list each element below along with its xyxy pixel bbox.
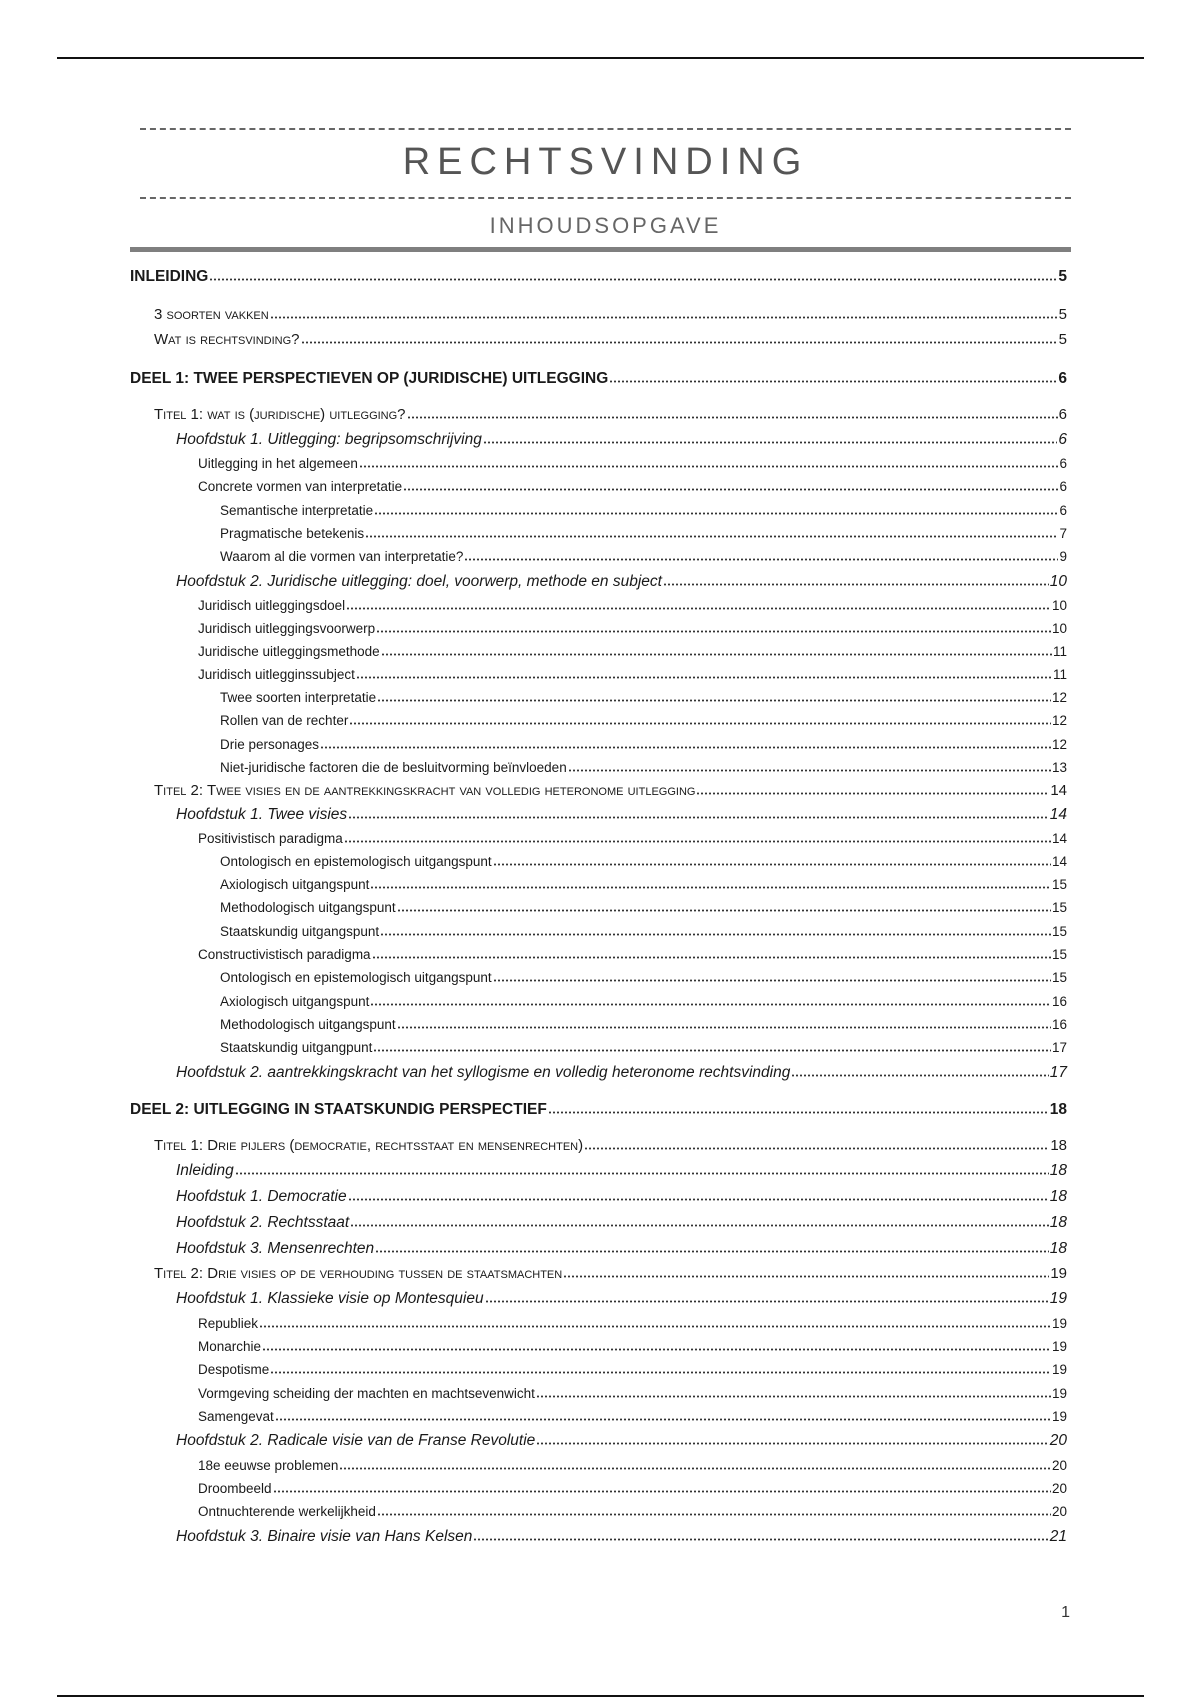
toc-entry-part[interactable]: DEEL 2: UITLEGGING IN STAATSKUNDIG PERSPECTIEF 18	[130, 1101, 1067, 1118]
toc-entry-part[interactable]: INLEIDING 5	[130, 268, 1067, 285]
toc-entry-subsection[interactable]: Juridisch uitleggingsdoel 10	[198, 598, 1067, 613]
document-title: RECHTSVINDING	[402, 141, 809, 183]
toc-entry-chapter[interactable]: Hoofdstuk 2. aantrekkingskracht van het syllogisme en volledig heteronome rechtsvinding 17	[176, 1064, 1067, 1081]
toc-entry-item[interactable]: Axiologisch uitgangspunt 15	[220, 877, 1067, 892]
toc-entry-item[interactable]: Waarom al die vormen van interpretatie? 9	[220, 549, 1067, 564]
toc-entry-subsection[interactable]: Juridische uitleggingsmethode 11	[198, 644, 1067, 659]
toc-entry-item[interactable]: Twee soorten interpretatie 12	[220, 690, 1067, 705]
toc-entry-chapter[interactable]: Hoofdstuk 2. Rechtsstaat 18	[176, 1214, 1067, 1231]
bottom-rule	[57, 1695, 1144, 1697]
toc-entry-item[interactable]: Ontologisch en epistemologisch uitgangspunt 15	[220, 970, 1067, 985]
toc-heading: INHOUDSOPGAVE	[489, 213, 722, 238]
toc-entry-item[interactable]: Methodologisch uitgangspunt 16	[220, 1017, 1067, 1032]
toc-entry-title[interactable]: Titel 2: Drie visies op de verhouding tussen de staatsmachten 19	[154, 1265, 1067, 1282]
top-rule	[57, 57, 1144, 59]
toc-entry-subsection[interactable]: Juridisch uitleggingsvoorwerp 10	[198, 621, 1067, 636]
toc-entry-title[interactable]: Titel 2: Twee visies en de aantrekkingskracht van volledig heteronome uitlegging 14	[154, 782, 1067, 799]
toc-entry-subsection[interactable]: Monarchie 19	[198, 1339, 1067, 1354]
toc-entry-title[interactable]: Titel 1: Drie pijlers (democratie, rechtsstaat en mensenrechten) 18	[154, 1137, 1067, 1154]
toc-entry-chapter[interactable]: Hoofdstuk 2. Radicale visie van de Franse Revolutie 20	[176, 1432, 1067, 1449]
toc-entry-chapter[interactable]: Hoofdstuk 1. Democratie 18	[176, 1188, 1067, 1205]
toc-entry-item[interactable]: Axiologisch uitgangspunt 16	[220, 994, 1067, 1009]
toc-entry-subsection[interactable]: Positivistisch paradigma 14	[198, 831, 1067, 846]
toc-entry-item[interactable]: Niet-juridische factoren die de besluitvorming beïnvloeden 13	[220, 760, 1067, 775]
heading-divider	[130, 247, 1071, 252]
toc-entry-item[interactable]: Staatskundig uitgangpunt 17	[220, 1040, 1067, 1055]
toc-entry-part[interactable]: DEEL 1: TWEE PERSPECTIEVEN OP (JURIDISCHE) UITLEGGING 6	[130, 370, 1067, 387]
toc-entry-item[interactable]: Staatskundig uitgangspunt 15	[220, 924, 1067, 939]
toc-entry-item[interactable]: Methodologisch uitgangspunt 15	[220, 900, 1067, 915]
title-dash-line-bottom	[140, 197, 1071, 199]
toc-entry-subsection[interactable]: Uitlegging in het algemeen 6	[198, 456, 1067, 471]
toc-entry-subsection[interactable]: Concrete vormen van interpretatie 6	[198, 479, 1067, 494]
toc-entry-subsection[interactable]: Republiek 19	[198, 1316, 1067, 1331]
toc-entry-subsection[interactable]: Ontnuchterende werkelijkheid 20	[198, 1504, 1067, 1519]
toc-entry-item[interactable]: Pragmatische betekenis 7	[220, 526, 1067, 541]
toc-entry-subsection[interactable]: Constructivistisch paradigma 15	[198, 947, 1067, 962]
toc-entry-chapter[interactable]: Hoofdstuk 2. Juridische uitlegging: doel, voorwerp, methode en subject 10	[176, 573, 1067, 590]
page-number: 1	[1061, 1604, 1070, 1621]
toc-entry-item[interactable]: Rollen van de rechter 12	[220, 713, 1067, 728]
toc-entry-section[interactable]: 3 soorten vakken 5	[154, 306, 1067, 323]
toc-entry-subsection[interactable]: Despotisme 19	[198, 1362, 1067, 1377]
toc-entry-title[interactable]: Titel 1: wat is (juridische) uitlegging? 6	[154, 406, 1067, 423]
toc-entry-item[interactable]: Drie personages 12	[220, 737, 1067, 752]
toc-entry-subsection[interactable]: Droombeeld 20	[198, 1481, 1067, 1496]
toc-entry-section[interactable]: Wat is rechtsvinding? 5	[154, 331, 1067, 348]
toc-entry-chapter[interactable]: Hoofdstuk 1. Uitlegging: begripsomschrijving 6	[176, 431, 1067, 448]
toc-entry-chapter[interactable]: Inleiding 18	[176, 1162, 1067, 1179]
toc-entry-chapter[interactable]: Hoofdstuk 1. Klassieke visie op Montesquieu 19	[176, 1290, 1067, 1307]
toc-entry-item[interactable]: Semantische interpretatie 6	[220, 503, 1067, 518]
toc-entry-chapter[interactable]: Hoofdstuk 1. Twee visies 14	[176, 806, 1067, 823]
toc-entry-subsection[interactable]: Vormgeving scheiding der machten en machtsevenwicht 19	[198, 1386, 1067, 1401]
toc-entry-subsection[interactable]: 18e eeuwse problemen 20	[198, 1458, 1067, 1473]
toc-entry-chapter[interactable]: Hoofdstuk 3. Binaire visie van Hans Kelsen 21	[176, 1528, 1067, 1545]
toc-entry-item[interactable]: Ontologisch en epistemologisch uitgangspunt 14	[220, 854, 1067, 869]
toc-entry-chapter[interactable]: Hoofdstuk 3. Mensenrechten 18	[176, 1240, 1067, 1257]
toc-entry-subsection[interactable]: Juridisch uitlegginssubject 11	[198, 667, 1067, 682]
toc-entry-subsection[interactable]: Samengevat 19	[198, 1409, 1067, 1424]
